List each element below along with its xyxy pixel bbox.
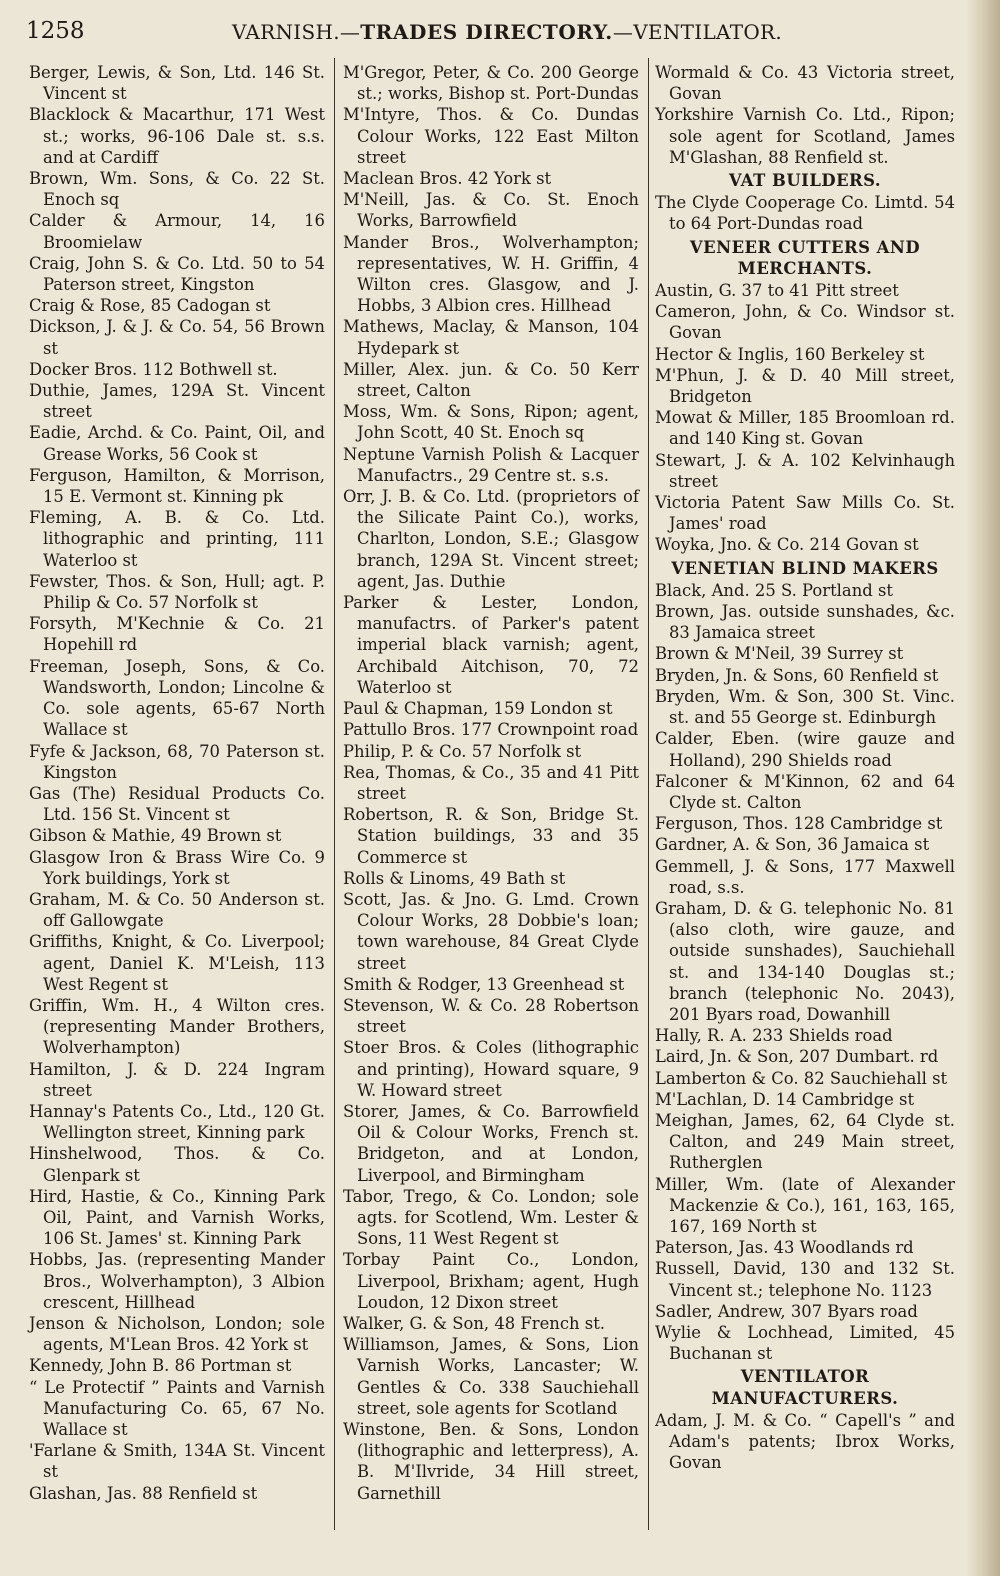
header-right: VENTILATOR. [633,20,783,44]
directory-entry: Smith & Rodger, 13 Greenhead st [343,974,625,994]
directory-entry: Jenson & Nicholson, London; sole agents, M'Lean Bros. 42 York st [29,1313,325,1355]
directory-entry: Fyfe & Jackson, 68, 70 Paterson st. Kingston [29,741,325,782]
running-header [232,20,782,44]
directory-entry: Laird, Jn. & Son, 207 Dumbart. rd [655,1047,939,1067]
directory-entry: Graham, M. & Co. 50 Anderson st. off Gallowgate [29,889,325,931]
directory-entry: Fleming, A. B. & Co. Ltd. lithographic and printing, 111 Waterloo st [29,508,325,570]
directory-entry: Moss, Wm. & Sons, Ripon; agent, John Scott, 40 St. Enoch sq [343,402,639,443]
directory-entry: Hinshelwood, Thos. & Co. Glenpark st [29,1144,325,1185]
directory-entry: Glasgow Iron & Brass Wire Co. 9 York buildings, York st [29,847,325,888]
directory-entry: Brown, Jas. outside sunshades, &c. 83 Jamaica street [655,602,955,643]
directory-entry: Scott, Jas. & Jno. G. Lmd. Crown Colour Works, 28 Dobbie's loan; town warehouse, 84 Great Clyde street [343,889,639,973]
directory-entry: Storer, James, & Co. Barrowfield Oil & Colour Works, French st. Bridgeton, and at London, Liverpool, and Birmingham [343,1101,639,1185]
directory-entry: Sadler, Andrew, 307 Byars road [655,1301,918,1321]
directory-entry: Maclean Bros. 42 York st [343,169,552,189]
directory-entry: Gardner, A. & Son, 36 Jamaica st [655,835,930,855]
directory-entry: Stoer Bros. & Coles (lithographic and printing), Howard square, 9 W. Howard street [343,1038,639,1100]
header-center: TRADES DIRECTORY. [360,20,613,44]
listing-column-3 [655,62,955,1473]
directory-entry: Bryden, Jn. & Sons, 60 Renfield st [655,665,939,685]
header-dash-2: — [612,20,634,44]
directory-entry: Rea, Thomas, & Co., 35 and 41 Pitt street [343,762,639,803]
directory-entry: Miller, Alex. jun. & Co. 50 Kerr street, Calton [343,359,639,401]
directory-entry: Woyka, Jno. & Co. 214 Govan st [655,535,919,555]
directory-entry: Paterson, Jas. 43 Woodlands rd [655,1238,914,1258]
directory-entry: Mowat & Miller, 185 Broomloan rd. and 140 King st. Govan [655,408,955,449]
directory-entry: Gemmell, J. & Sons, 177 Maxwell road, s.s. [655,856,955,897]
directory-entry: Hannay's Patents Co., Ltd., 120 Gt. Wellington street, Kinning park [29,1101,325,1143]
directory-entry: M'Gregor, Peter, & Co. 200 George st.; works, Bishop st. Port-Dundas [343,63,639,104]
directory-entry: Black, And. 25 S. Portland st [655,580,893,600]
section-heading: VENTILATOR MANUFACTURERS. [711,1367,899,1408]
section-heading: VENETIAN BLIND MAKERS [671,558,939,578]
directory-entry: Freeman, Joseph, Sons, & Co. Wandsworth, London; Lincolne & Co. sole agents, 65-67 North Wallace st [29,656,325,740]
directory-entry: Rolls & Linoms, 49 Bath st [343,868,566,888]
directory-entry: Stewart, J. & A. 102 Kelvinhaugh street [655,450,955,491]
directory-entry: Miller, Wm. (late of Alexander Mackenzie & Co.), 161, 163, 165, 167, 169 North st [655,1174,955,1236]
column-rule-2 [648,58,649,1530]
section-heading: VENEER CUTTERS AND MERCHANTS. [689,237,921,278]
directory-entry: Victoria Patent Saw Mills Co. St. James' road [655,493,955,534]
directory-entry: Pattullo Bros. 177 Crownpoint road [343,720,639,740]
directory-entry: Eadie, Archd. & Co. Paint, Oil, and Grease Works, 56 Cook st [29,423,325,464]
directory-entry: Blacklock & Macarthur, 171 West st.; works, 96-106 Dale st. s.s. and at Cardiff [29,105,325,167]
header-left: VARNISH. [232,20,340,44]
directory-entry: Brown & M'Neil, 39 Surrey st [655,644,904,664]
directory-entry: Bryden, Wm. & Son, 300 St. Vinc. st. and 55 George st. Edinburgh [655,686,955,728]
directory-entry: Berger, Lewis, & Son, Ltd. 146 St. Vincent st [29,63,325,104]
directory-entry: Ferguson, Hamilton, & Morrison, 15 E. Vermont st. Kinning pk [29,465,325,507]
directory-entry: Mander Bros., Wolverhampton; representatives, W. H. Griffin, 4 Wilton cres. Glasgow, and J. Hobbs, 3 Albion cres. Hillhead [343,232,639,316]
directory-entry: Calder & Armour, 14, 16 Broomielaw [29,211,325,252]
directory-entry: Hird, Hastie, & Co., Kinning Park Oil, Paint, and Varnish Works, 106 St. James' st. Kinning Park [29,1186,325,1249]
directory-entry: Fewster, Thos. & Son, Hull; agt. P. Philip & Co. 57 Norfolk st [29,571,325,613]
directory-entry: Cameron, John, & Co. Windsor st. Govan [655,302,955,343]
page-number: 1258 [26,18,85,44]
directory-entry: Hobbs, Jas. (representing Mander Bros., Wolverhampton), 3 Albion crescent, Hillhead [29,1250,325,1312]
directory-entry: “ Le Protectif ” Paints and Varnish Manufacturing Co. 65, 67 No. Wallace st [29,1377,325,1439]
listing-column-2 [343,62,639,1504]
directory-entry: Lamberton & Co. 82 Sauchiehall st [655,1068,948,1088]
directory-entry: Gibson & Mathie, 49 Brown st [29,826,282,846]
directory-entry: M'Intyre, Thos. & Co. Dundas Colour Works, 122 East Milton street [343,105,639,167]
directory-entry: Neptune Varnish Polish & Lacquer Manufactrs., 29 Centre st. s.s. [343,444,639,485]
directory-entry: Hally, R. A. 233 Shields road [655,1026,893,1046]
directory-entry: Parker & Lester, London, manufactrs. of Parker's patent imperial black varnish; agent, Archibald Aitchison, 70, 72 Waterloo st [343,593,639,697]
directory-entry: Hamilton, J. & D. 224 Ingram street [29,1059,325,1100]
directory-entry: Griffiths, Knight, & Co. Liverpool; agent, Daniel K. M'Leish, 113 West Regent st [29,932,325,994]
directory-entry: Meighan, James, 62, 64 Clyde st. Calton, and 249 Main street, Rutherglen [655,1110,955,1173]
directory-entry: 'Farlane & Smith, 134A St. Vincent st [29,1441,325,1482]
directory-entry: Craig & Rose, 85 Cadogan st [29,296,271,316]
directory-entry: Williamson, James, & Sons, Lion Varnish Works, Lancaster; W. Gentles & Co. 338 Sauchiehall street, sole agents for Scotland [343,1335,639,1418]
book-gutter-shadow [966,0,1000,1576]
directory-entry: Hector & Inglis, 160 Berkeley st [655,344,925,364]
directory-entry: Yorkshire Varnish Co. Ltd., Ripon; sole agent for Scotland, James M'Glashan, 88 Renfield st. [655,105,955,167]
directory-entry: Philip, P. & Co. 57 Norfolk st [343,741,582,761]
directory-entry: Winstone, Ben. & Sons, London (lithographic and letterpress), A. B. M'Ilvride, 34 Hill street, Garnethill [343,1420,639,1503]
directory-entry: Wormald & Co. 43 Victoria street, Govan [655,63,955,104]
directory-entry: Kennedy, John B. 86 Portman st [29,1356,292,1376]
directory-entry: Brown, Wm. Sons, & Co. 22 St. Enoch sq [29,169,325,210]
directory-entry: Ferguson, Thos. 128 Cambridge st [655,814,943,834]
directory-entry: Adam, J. M. & Co. “ Capell's ” and Adam's patents; Ibrox Works, Govan [655,1410,955,1473]
directory-entry: Dickson, J. & J. & Co. 54, 56 Brown st [29,317,325,358]
directory-entry: Glashan, Jas. 88 Renfield st [29,1483,258,1503]
header-dash-1: — [339,20,361,44]
directory-entry: Walker, G. & Son, 48 French st. [343,1313,606,1333]
directory-entry: M'Lachlan, D. 14 Cambridge st [655,1089,915,1109]
directory-entry: Tabor, Trego, & Co. London; sole agts. for Scotlend, Wm. Lester & Sons, 11 West Regent st [343,1186,639,1249]
directory-entry: Orr, J. B. & Co. Ltd. (proprietors of the Silicate Paint Co.), works, Charlton, London, S.E.; Glasgow branch, 129A St. Vincent street; agent, Jas. Duthie [343,487,639,591]
directory-entry: Austin, G. 37 to 41 Pitt street [655,281,899,301]
directory-entry: Paul & Chapman, 159 London st [343,699,613,719]
directory-entry: Griffin, Wm. H., 4 Wilton cres. (representing Mander Brothers, Wolverhampton) [29,995,325,1058]
directory-entry: Wylie & Lochhead, Limited, 45 Buchanan st [655,1322,955,1364]
directory-entry: Gas (The) Residual Products Co. Ltd. 156 St. Vincent st [29,783,325,825]
directory-entry: Duthie, James, 129A St. Vincent street [29,381,325,422]
directory-entry: Calder, Eben. (wire gauze and Holland), 290 Shields road [655,729,955,770]
column-rule-1 [334,58,335,1530]
directory-entry: Falconer & M'Kinnon, 62 and 64 Clyde st. Calton [655,771,955,812]
directory-entry: Robertson, R. & Son, Bridge St. Station buildings, 33 and 35 Commerce st [343,805,639,867]
directory-entry: Stevenson, W. & Co. 28 Robertson street [343,995,639,1037]
directory-entry: Graham, D. & G. telephonic No. 81 (also cloth, wire gauze, and outside sunshades), Sauchiehall st. and 134-140 Douglas st.; branch (telephonic No. 2043), 201 Byars road, Dowanhill [655,898,955,1024]
directory-entry: Craig, John S. & Co. Ltd. 50 to 54 Paterson street, Kingston [29,253,325,295]
directory-entry: Torbay Paint Co., London, Liverpool, Brixham; agent, Hugh Loudon, 12 Dixon street [343,1250,639,1312]
directory-entry: M'Neill, Jas. & Co. St. Enoch Works, Barrowfield [343,190,639,231]
directory-entry: Russell, David, 130 and 132 St. Vincent st.; telephone No. 1123 [655,1259,955,1300]
directory-entry: Forsyth, M'Kechnie & Co. 21 Hopehill rd [29,614,325,655]
directory-entry: Mathews, Maclay, & Manson, 104 Hydepark st [343,317,639,358]
directory-entry: M'Phun, J. & D. 40 Mill street, Bridgeton [655,365,955,407]
section-heading: VAT BUILDERS. [728,171,882,191]
listing-column-1 [29,62,325,1504]
directory-entry: Docker Bros. 112 Bothwell st. [29,359,278,379]
directory-entry: The Clyde Cooperage Co. Limtd. 54 to 64 Port-Dundas road [655,193,955,234]
